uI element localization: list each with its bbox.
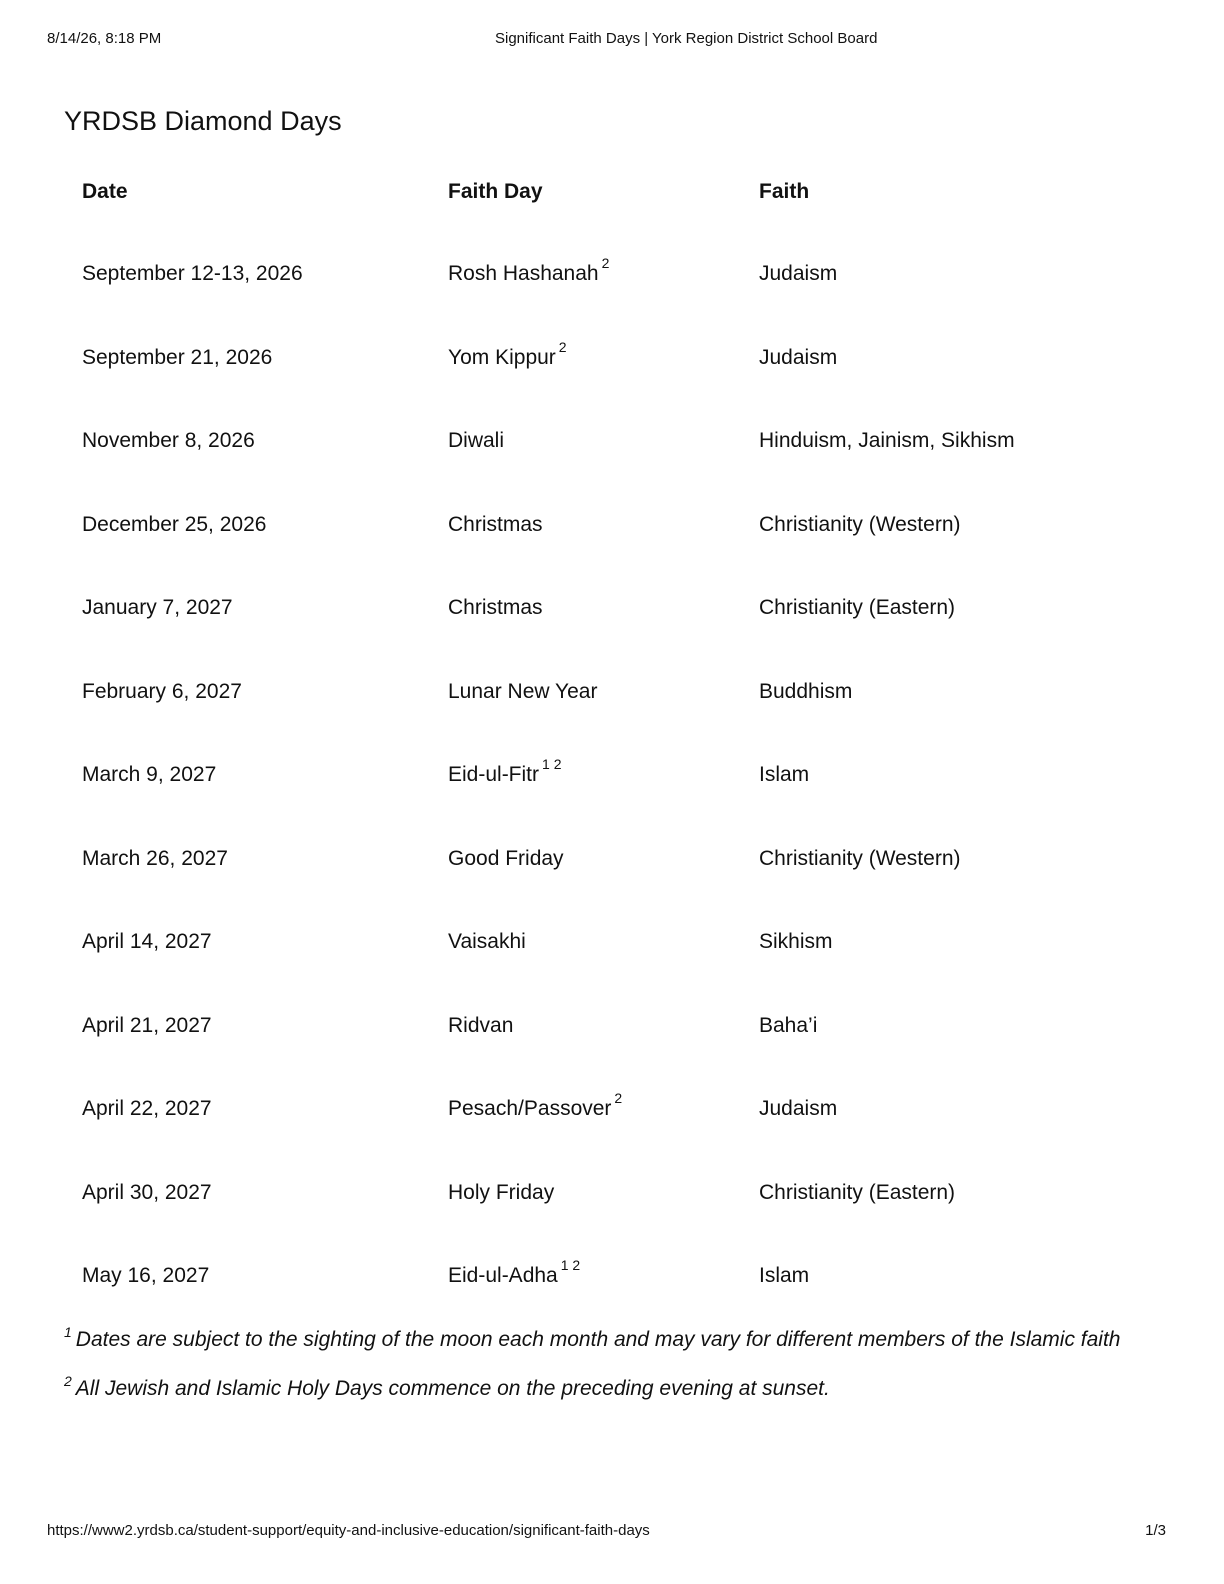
footnote-1 <box>64 1326 1174 1353</box>
cell-date: December 25, 2026 <box>82 512 267 536</box>
print-page-title: Significant Faith Days | York Region District School Board <box>495 30 878 47</box>
table-row <box>64 399 1164 483</box>
faith-day-name: Lunar New Year <box>448 679 598 703</box>
table-row <box>64 650 1164 734</box>
cell-date: May 16, 2027 <box>82 1264 210 1288</box>
faith-day-name: Holy Friday <box>448 1180 555 1204</box>
cell-faith-day <box>430 316 741 400</box>
column-header-date: Date <box>82 180 128 204</box>
faith-day-name: Good Friday <box>448 846 564 870</box>
faith-day-name: Yom Kippur <box>448 345 556 369</box>
print-footer <box>47 1522 1166 1542</box>
cell-faith-day <box>430 733 741 817</box>
table-row <box>64 316 1164 400</box>
cell-faith: Christianity (Eastern) <box>759 1180 956 1204</box>
cell-faith: Judaism <box>759 1097 838 1121</box>
footnote-number: 2 <box>64 1373 72 1390</box>
cell-faith-day <box>430 817 741 901</box>
cell-faith: Sikhism <box>759 930 833 954</box>
cell-faith: Judaism <box>759 345 838 369</box>
cell-date: February 6, 2027 <box>82 679 242 703</box>
column-header-faith-day: Faith Day <box>448 180 543 204</box>
table-row <box>64 483 1164 567</box>
print-header <box>47 30 1177 50</box>
cell-faith-day <box>430 1151 741 1235</box>
cell-faith: Islam <box>759 763 810 787</box>
cell-faith: Hinduism, Jainism, Sikhism <box>759 429 1015 453</box>
column-header-faith: Faith <box>759 180 810 204</box>
page-number: 1/3 <box>1145 1522 1166 1539</box>
cell-faith: Christianity (Western) <box>759 512 961 536</box>
cell-date: March 9, 2027 <box>82 763 217 787</box>
cell-faith: Judaism <box>759 262 838 286</box>
faith-day-name: Vaisakhi <box>448 930 526 954</box>
cell-date: January 7, 2027 <box>82 596 233 620</box>
cell-date: April 14, 2027 <box>82 930 212 954</box>
cell-date: April 30, 2027 <box>82 1180 212 1204</box>
table-row <box>64 232 1164 316</box>
table-row <box>64 900 1164 984</box>
footnote-marker: 1 2 <box>542 756 562 773</box>
cell-faith-day <box>430 1234 741 1318</box>
cell-faith-day <box>430 566 741 650</box>
table-header-row <box>64 152 1164 232</box>
cell-faith-day <box>430 650 741 734</box>
faith-day-name: Eid-ul-Adha <box>448 1264 558 1288</box>
table-row <box>64 984 1164 1068</box>
table-row <box>64 1151 1164 1235</box>
section-heading: YRDSB Diamond Days <box>64 106 342 136</box>
cell-date: September 21, 2026 <box>82 345 273 369</box>
faith-days-table <box>64 152 1164 1318</box>
print-timestamp: 8/14/26, 8:18 PM <box>47 30 162 47</box>
cell-faith-day <box>430 232 741 316</box>
print-url: https://www2.yrdsb.ca/student-support/equity-and-inclusive-education/significant-faith-days <box>47 1522 650 1539</box>
footnote-marker: 2 <box>614 1090 623 1107</box>
table-row <box>64 733 1164 817</box>
cell-faith: Islam <box>759 1264 810 1288</box>
faith-day-name: Rosh Hashanah <box>448 262 599 286</box>
table-row <box>64 1234 1164 1318</box>
footnotes <box>64 1326 1174 1425</box>
footnote-number: 1 <box>64 1324 72 1340</box>
faith-day-name: Diwali <box>448 429 505 453</box>
cell-faith: Baha’i <box>759 1013 818 1037</box>
cell-faith: Christianity (Eastern) <box>759 596 956 620</box>
cell-faith-day <box>430 483 741 567</box>
cell-date: March 26, 2027 <box>82 846 228 870</box>
footnote-marker: 2 <box>601 255 610 272</box>
footnote-text: Dates are subject to the sighting of the moon each month and may vary for different members of the Islamic faith <box>75 1328 1121 1351</box>
cell-date: April 22, 2027 <box>82 1097 212 1121</box>
table-body <box>64 232 1164 1318</box>
cell-faith: Buddhism <box>759 679 853 703</box>
cell-faith-day <box>430 984 741 1068</box>
footnote-marker: 1 2 <box>560 1257 581 1274</box>
faith-day-name: Ridvan <box>448 1013 514 1037</box>
cell-faith: Christianity (Western) <box>759 846 961 870</box>
footnote-2 <box>64 1375 1174 1402</box>
faith-day-name: Eid-ul-Fitr <box>448 763 540 787</box>
table-row <box>64 817 1164 901</box>
cell-date: November 8, 2026 <box>82 429 255 453</box>
table-row <box>64 566 1164 650</box>
cell-faith-day <box>430 1067 741 1151</box>
cell-date: April 21, 2027 <box>82 1013 212 1037</box>
faith-day-name: Pesach/Passover <box>448 1097 612 1121</box>
table-row <box>64 1067 1164 1151</box>
faith-day-name: Christmas <box>448 596 543 620</box>
cell-faith-day <box>430 399 741 483</box>
footnote-marker: 2 <box>558 338 567 355</box>
cell-faith-day <box>430 900 741 984</box>
faith-day-name: Christmas <box>448 512 543 536</box>
cell-date: September 12-13, 2026 <box>82 262 303 286</box>
footnote-text: All Jewish and Islamic Holy Days commence on the preceding evening at sunset. <box>75 1377 830 1401</box>
